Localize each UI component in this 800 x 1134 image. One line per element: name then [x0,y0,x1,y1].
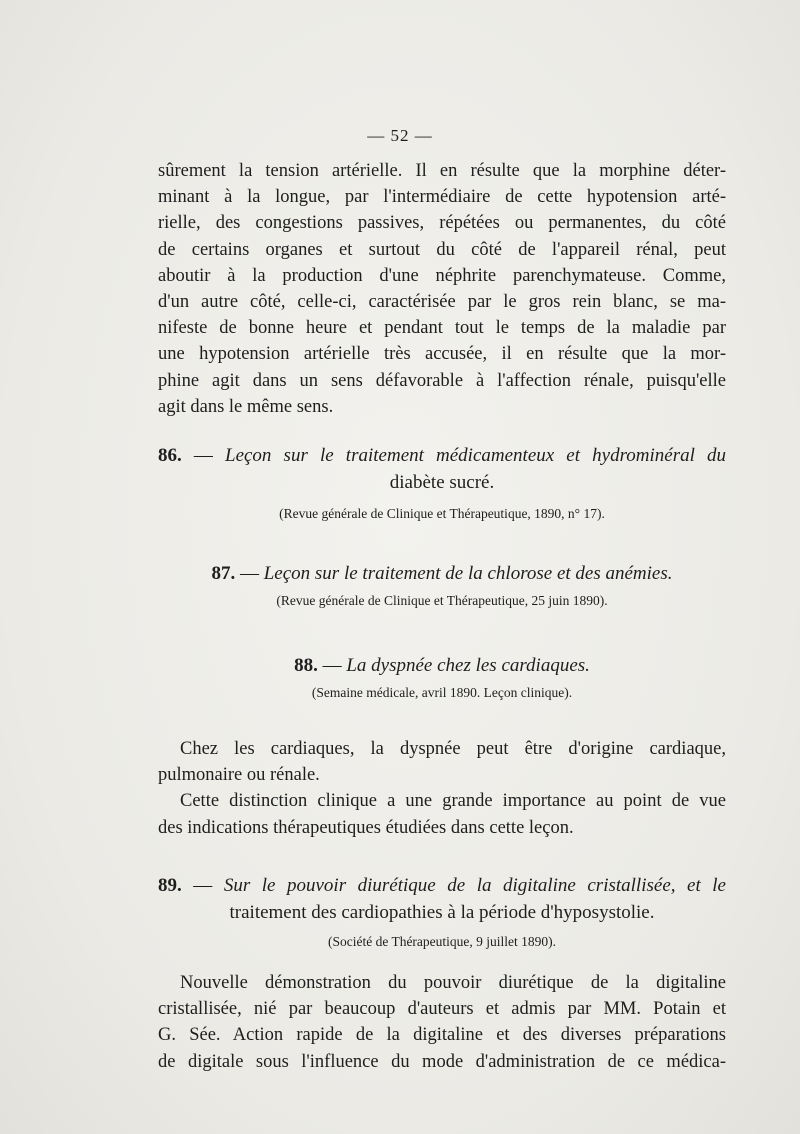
entry-88-reference: (Semaine médicale, avril 1890. Leçon clinique). [311,685,573,700]
entry-89-title-line2: traitement des cardiopathies à la période d'hyposystolie. [229,902,655,923]
para1-line: de certains organes et surtout du côté de l'appareil rénal, peut [158,239,726,260]
entry-number: 89. [158,875,182,896]
para1-line: phine agit dans un sens défavorable à l'affection rénale, puisqu'elle [158,370,726,391]
entry-87 [158,560,726,609]
entry-dash: — [235,563,264,584]
para88-line: Cette distinction clinique a une grande importance au point de vue [180,791,726,812]
para88-line: des indications thérapeutiques étudiées dans cette leçon. [158,817,574,838]
para1-line: nifeste de bonne heure et pendant tout le temps de la maladie par [158,318,726,339]
para1-line: minant à la longue, par l'intermédiaire de cette hypotension arté- [158,187,726,208]
para1-line: d'un autre côté, celle-ci, caractérisée par le gros rein blanc, se ma- [158,292,726,313]
entry-88-title-line [158,652,726,679]
para89-line: cristallisée, nié par beaucoup d'auteurs et admis par MM. Potain et [158,999,726,1020]
entry-86-reference: (Revue générale de Clinique et Thérapeutique, 1890, n° 17). [279,506,605,521]
entry-88 [158,652,726,701]
entry-87-reference: (Revue générale de Clinique et Thérapeutique, 25 juin 1890). [276,593,608,608]
paragraph-continuation [158,158,726,420]
entry-86 [158,442,726,522]
entry-dash: — [317,655,347,676]
para1-line: sûrement la tension artérielle. Il en résulte que la morphine déter- [158,161,726,181]
page-number: — 52 — [367,126,433,145]
entry-89 [158,872,726,950]
entry-title: Sur le pouvoir diurétique de la digitaline cristallisée, et le [223,875,726,896]
para1-line: aboutir à la production d'une néphrite parenchymateuse. Comme, [158,265,726,286]
entry-86-title-line1 [158,442,726,469]
para89-line: Nouvelle démonstration du pouvoir diurétique de la digitaline [180,973,726,993]
entry-title: La dyspnée chez les cardiaques. [346,655,590,676]
entry-number: 87. [211,563,236,584]
entry-89-reference: (Société de Thérapeutique, 9 juillet 1890). [327,934,557,949]
para88-line: pulmonaire ou rénale. [158,765,320,786]
paragraph-89 [158,970,726,1075]
paragraph-88 [158,736,726,841]
para1-line: une hypotension artérielle très accusée, il en résulte que la mor- [158,344,726,365]
entry-87-title-line [158,560,726,587]
entry-dash: — [181,875,224,896]
para88-line: Chez les cardiaques, la dyspnée peut être d'origine cardiaque, [180,739,726,759]
entry-number: 88. [294,655,318,676]
entry-86-title-line2: diabète sucré. [389,472,495,493]
entry-number: 86. [158,445,182,466]
para89-line: de digitale sous l'influence du mode d'administration de ce médica- [158,1051,726,1072]
entry-title: Leçon sur le traitement médicamenteux et hydrominéral du [225,445,726,466]
para1-line: rielle, des congestions passives, répétées ou permanentes, du côté [158,213,726,234]
para89-line: G. Sée. Action rapide de la digitaline et des diverses préparations [158,1025,726,1046]
entry-89-title-line1 [158,872,726,899]
entry-dash: — [181,445,225,466]
para1-line: agit dans le même sens. [158,396,334,417]
entry-title: Leçon sur le traitement de la chlorose et des anémies. [263,563,673,584]
